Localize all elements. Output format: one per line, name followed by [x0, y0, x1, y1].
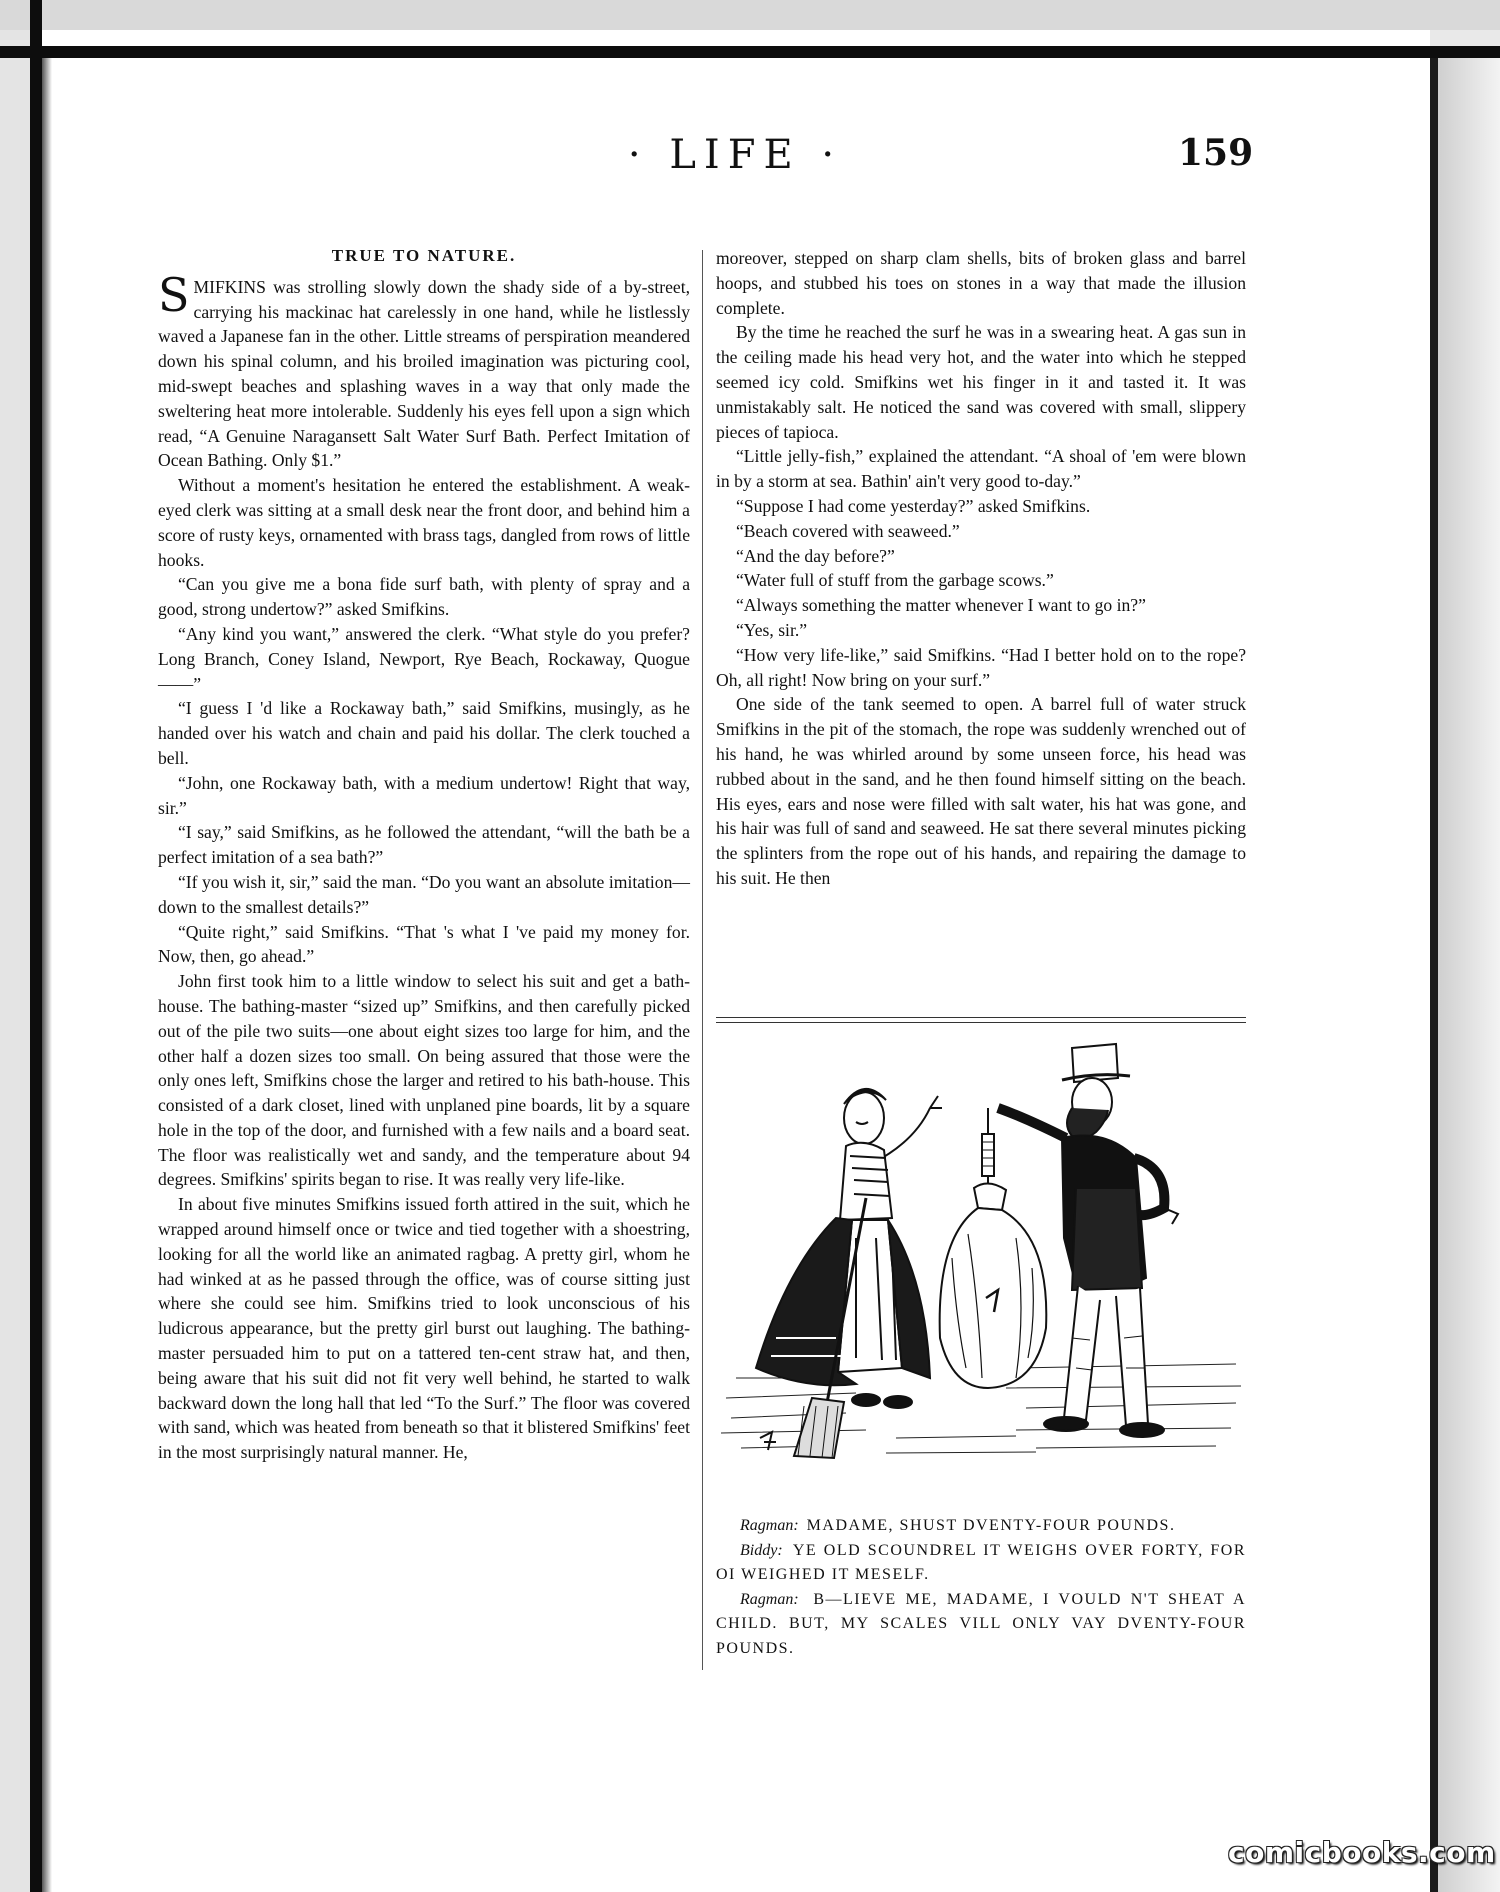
story-paragraph: John first took him to a little window to select his suit and get a bath-house. The bathing-master “sized up” Smifkins, and then carefully picked out of the pile two suits—one about eight sizes too large for him, and the other half a dozen sizes too small. On being assured that those were the only ones left, Smifkins chose the larger and retired to his bath-house. This consisted of a dark closet, lined with unplaned pine boards, lit by a square hole in the top of the door, and furnished with a few nails and a board seat. The floor was realistically wet and sandy, and the temperature about 94 degrees. Smifkins' spirits began to rise. It was really very life-like. [158, 971, 690, 1190]
caption-line-1: Ragman: MADAME, SHUST DVENTY-FOUR POUNDS. [740, 1517, 1176, 1534]
left-column [158, 244, 690, 1465]
story-paragraph: “Water full of stuff from the garbage scows.” [736, 570, 1054, 591]
story-paragraph: “Any kind you want,” answered the clerk. “What style do you prefer? Long Branch, Coney Island, Newport, Rye Beach, Rockaway, Quogue——” [158, 623, 690, 694]
story-paragraph: moreover, stepped on sharp clam shells, bits of broken glass and barrel hoops, and stubbed his toes on stones in a way that made the illusion complete. [716, 248, 1246, 318]
story-paragraph: By the time he reached the surf he was in a swearing heat. A gas sun in the ceiling made his head very hot, and the water into which he stepped seemed icy cold. Smifkins wet his finger in it and tasted it. It was unmistakably salt. He noticed the sand was covered with small, slippery pieces of tapioca. [716, 322, 1246, 442]
scan-frame-left-line [30, 0, 42, 1892]
story-paragraph-1: SMIFKINS was strolling slowly down the shady side of a by-street, carrying his mackinac hat carelessly in one hand, while he listlessly waved a Japanese fan in the other. Little streams of perspiration meandered down his spinal column, and his broiled imagination was picturing cool, mid-swept beaches and splashing waves in a way that only made the sweltering heat more intolerable. Suddenly his eyes fell upon a sign which read, “A Genuine Naragansett Salt Water Surf Bath. Perfect Imitation of Ocean Bathing. Only $1.” [158, 267, 690, 471]
story-paragraph: “Always something the matter whenever I want to go in?” [736, 595, 1146, 616]
caption-line-2: Biddy: YE OLD SCOUNDREL IT WEIGHS OVER FORTY, FOR OI WEIGHED IT MESELF. [716, 1541, 1247, 1583]
cartoon-illustration [716, 1038, 1246, 1508]
page-number: 159 [1178, 132, 1254, 174]
story-paragraph: “Yes, sir.” [736, 619, 808, 640]
section-rule [716, 1017, 1246, 1023]
story-title: TRUE TO NATURE. [331, 246, 517, 265]
caption-line-3: Ragman: B—LIEVE ME, MADAME, I VOULD N'T SHEAT A CHILD. BUT, MY SCALES VILL ONLY VAY DVENTY-FOUR POUNDS. [716, 1590, 1246, 1657]
story-paragraph: “Can you give me a bona fide surf bath, with plenty of spray and a good, strong undertow?” asked Smifkins. [158, 574, 690, 620]
story-paragraph: “How very life-like,” said Smifkins. “Had I better hold on to the rope? Oh, all right! Now bring on your surf.” [716, 644, 1246, 690]
story-paragraph: “Beach covered with seaweed.” [736, 520, 960, 541]
scan-frame-right-line [1430, 58, 1438, 1892]
story-paragraph: Without a moment's hesitation he entered the establishment. A weak-eyed clerk was sitting at a small desk near the front door, and behind him a score of rusty keys, ornamented with brass tags, dangled from rows of little hooks. [158, 475, 690, 570]
story-paragraph: One side of the tank seemed to open. A barrel full of water struck Smifkins in the pit of the stomach, the rope was suddenly wrenched out of his hand, he was whirled around by some unseen force, his head was rubbed about in the sand, and he then found himself sitting on the beach. His eyes, ears and nose were filled with salt water, his hat was gone, and his hair was full of sand and seaweed. He sat there several minutes picking the splinters from the rope out of his hands, and repairing the damage to his suit. He then [716, 694, 1246, 888]
scan-frame-top [0, 0, 1500, 30]
masthead: · LIFE · [627, 132, 843, 178]
story-paragraph: “I say,” said Smifkins, as he followed the attendant, “will the bath be a perfect imitation of a sea bath?” [158, 822, 690, 868]
story-paragraph: “Quite right,” said Smifkins. “That 's what I 've paid my money for. Now, then, go ahead.” [158, 921, 690, 967]
site-watermark: comicbooks.com [1228, 1836, 1496, 1869]
story-paragraph: “Little jelly-fish,” explained the attendant. “A shoal of 'em were blown in by a storm at sea. Bathin' ain't very good to-day.” [716, 446, 1246, 492]
story-paragraph: “If you wish it, sir,” said the man. “Do you want an absolute imitation—down to the smallest details?” [158, 871, 690, 917]
story-paragraph: “Suppose I had come yesterday?” asked Smifkins. [736, 495, 1091, 516]
story-paragraph: “I guess I 'd like a Rockaway bath,” said Smifkins, musingly, as he handed over his watch and chain and paid his dollar. The clerk touched a bell. [158, 698, 690, 768]
scan-frame-top-bar [0, 46, 1500, 58]
story-paragraph: In about five minutes Smifkins issued forth attired in the suit, which he wrapped around himself once or twice and tied together with a shoestring, looking for all the world like an animated ragbag. A pretty girl, whom he had winked at as he passed through the office, was of course sitting just where she could see him. Smifkins tried to look unconscious of his ludicrous appearance, but the pretty girl burst out laughing. The bathing-master persuaded him to put on a tattered ten-cent straw hat, and then, being aware that his suit did not fit very well behind, he started to walk backward down the long hall that led “To the Surf.” The floor was covered with sand, which was heated from beneath so that it blistered Smifkins' feet in the most surprisingly natural manner. He, [158, 1194, 690, 1463]
story-paragraph: “John, one Rockaway bath, with a medium undertow! Right that way, sir.” [158, 772, 690, 818]
cartoon-caption [716, 1514, 1246, 1661]
column-divider [702, 250, 703, 1670]
right-column [716, 246, 1246, 891]
story-paragraph: “And the day before?” [736, 545, 895, 566]
cartoon-ragman-and-maid-icon [716, 1038, 1246, 1508]
drop-cap: S [158, 267, 190, 322]
page-gutter-shadow [42, 58, 52, 1892]
scan-frame-right-edge [1438, 58, 1500, 1892]
